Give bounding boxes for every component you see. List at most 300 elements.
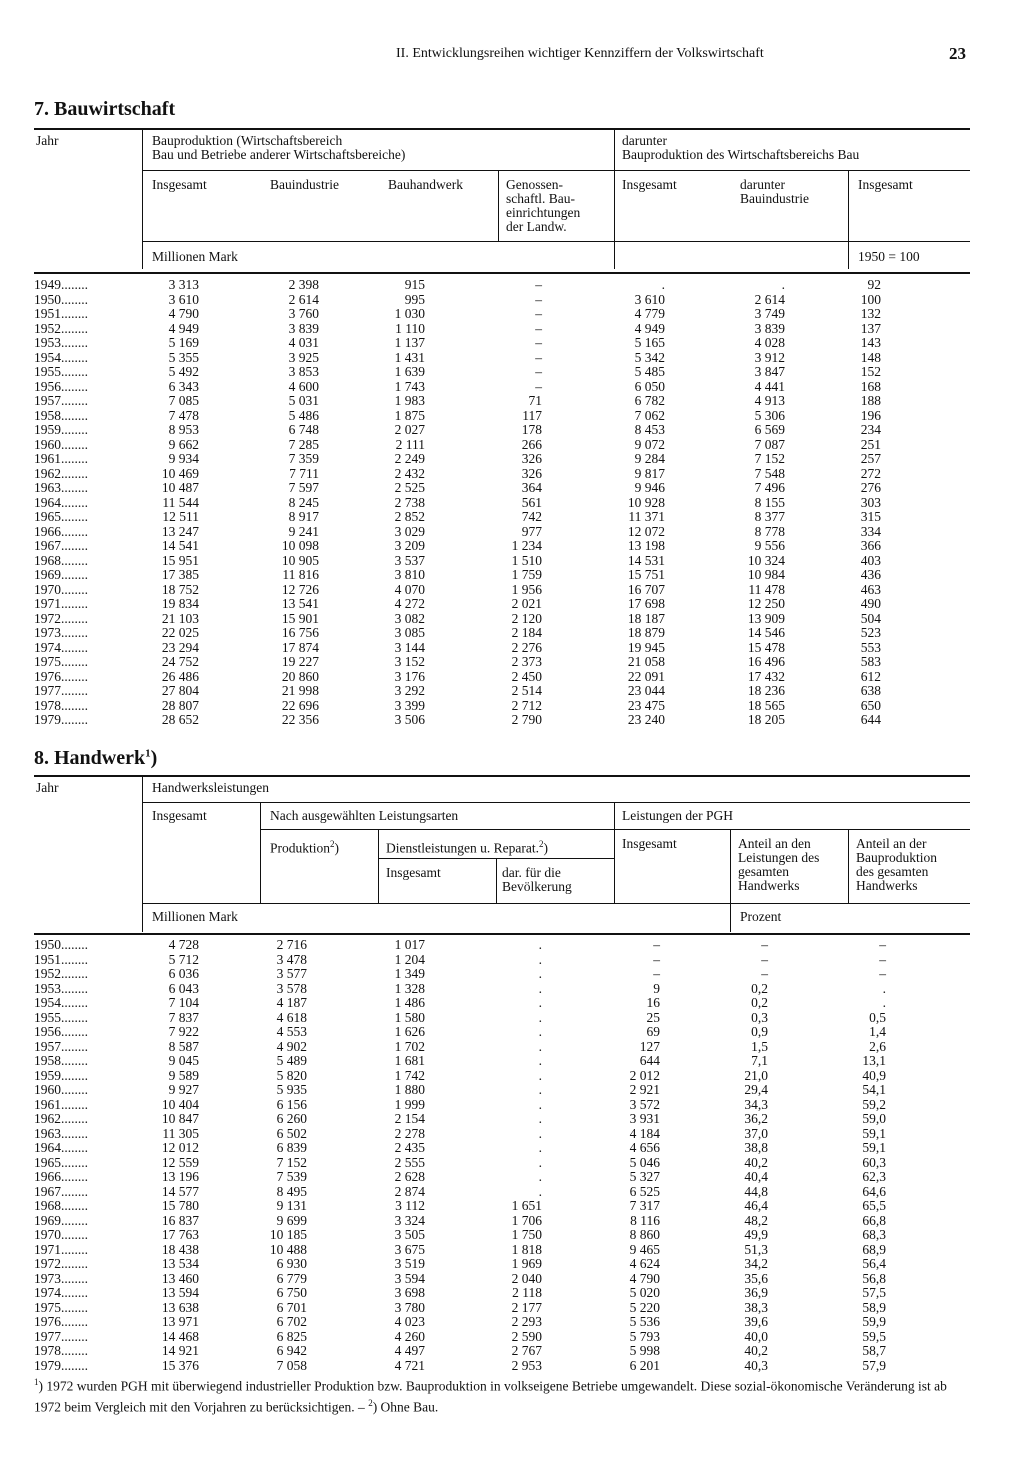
value-cell: 2 276 bbox=[511, 639, 542, 655]
col-header-darunter-2: Bauindustrie bbox=[740, 191, 809, 206]
value-cell: 1 110 bbox=[395, 320, 425, 336]
rule bbox=[34, 272, 970, 274]
value-cell: 6 750 bbox=[276, 1285, 307, 1300]
value-cell: 11 371 bbox=[628, 509, 665, 524]
value-cell: 2 852 bbox=[394, 509, 425, 524]
year-cell: 1963........ bbox=[34, 480, 88, 495]
year-cell: 1976........ bbox=[34, 1314, 88, 1329]
value-cell: 56,8 bbox=[862, 1270, 886, 1286]
rule bbox=[34, 775, 970, 777]
value-cell: 40,9 bbox=[862, 1067, 886, 1083]
value-cell: 2,6 bbox=[869, 1038, 886, 1054]
value-cell: 6 782 bbox=[634, 393, 665, 408]
value-cell: 3 313 bbox=[168, 277, 199, 292]
running-header: II. Entwicklungsreihen wichtiger Kennziffern der Volkswirtschaft bbox=[396, 46, 764, 61]
value-cell: 6 525 bbox=[629, 1183, 660, 1199]
year-cell: 1963........ bbox=[34, 1125, 88, 1141]
year-cell: 1949........ bbox=[34, 277, 88, 292]
value-cell: . bbox=[538, 1111, 542, 1126]
value-cell: – bbox=[535, 335, 542, 350]
section-title-text: 8. Handwerk bbox=[34, 747, 146, 769]
col-header-dl-insgesamt: Insgesamt bbox=[386, 865, 441, 880]
value-cell: 10 847 bbox=[161, 1111, 199, 1126]
year-cell: 1955........ bbox=[34, 364, 88, 379]
value-cell: 64,6 bbox=[862, 1183, 886, 1199]
value-cell: 7,1 bbox=[751, 1053, 768, 1068]
value-cell: 9 934 bbox=[168, 451, 199, 466]
value-cell: 4 260 bbox=[394, 1328, 425, 1344]
value-cell: 326 bbox=[521, 451, 542, 466]
value-cell: 9 241 bbox=[288, 523, 319, 539]
value-cell: 10 469 bbox=[161, 465, 199, 481]
value-cell: 69 bbox=[646, 1024, 660, 1039]
value-cell: – bbox=[761, 966, 768, 981]
value-cell: 1 706 bbox=[511, 1212, 542, 1228]
rule bbox=[34, 128, 970, 130]
value-cell: 2 555 bbox=[394, 1154, 425, 1170]
value-cell: 1 030 bbox=[394, 306, 425, 321]
value-cell: 463 bbox=[860, 581, 881, 597]
year-cell: 1961........ bbox=[34, 451, 88, 466]
value-cell: 8 917 bbox=[288, 509, 319, 524]
value-cell: 315 bbox=[860, 509, 881, 524]
value-cell: 334 bbox=[860, 523, 881, 539]
value-cell: 6 930 bbox=[276, 1256, 307, 1271]
value-cell: 8 155 bbox=[754, 494, 785, 510]
value-cell: 2 373 bbox=[511, 654, 542, 669]
year-cell: 1968........ bbox=[34, 1198, 88, 1213]
value-cell: 36,2 bbox=[744, 1111, 768, 1126]
value-cell: 60,3 bbox=[862, 1154, 886, 1170]
value-cell: 38,8 bbox=[744, 1140, 768, 1155]
value-cell: 28 807 bbox=[161, 697, 199, 713]
value-cell: 1 983 bbox=[394, 393, 425, 408]
rule bbox=[142, 170, 970, 171]
value-cell: 12 250 bbox=[747, 596, 785, 611]
value-cell: 14 577 bbox=[161, 1183, 199, 1199]
value-cell: 21 103 bbox=[161, 610, 199, 626]
unit-millionen-mark: Millionen Mark bbox=[152, 249, 238, 264]
value-cell: 13 541 bbox=[281, 596, 319, 611]
value-cell: 59,5 bbox=[862, 1328, 886, 1344]
value-cell: 5 793 bbox=[629, 1328, 660, 1344]
value-cell: 3 505 bbox=[394, 1227, 425, 1242]
year-cell: 1970........ bbox=[34, 1227, 88, 1242]
year-cell: 1955........ bbox=[34, 1009, 88, 1025]
value-cell: 18 752 bbox=[161, 581, 199, 597]
value-cell: 7 058 bbox=[276, 1357, 307, 1373]
value-cell: 16 707 bbox=[627, 581, 665, 597]
value-cell: 16 496 bbox=[747, 654, 785, 669]
value-cell: 17 874 bbox=[281, 639, 319, 655]
year-cell: 1950........ bbox=[34, 937, 88, 952]
value-cell: 4 949 bbox=[168, 320, 199, 336]
value-cell: . bbox=[538, 1024, 542, 1039]
value-cell: 7 539 bbox=[276, 1169, 307, 1184]
value-cell: 3 847 bbox=[754, 364, 785, 379]
value-cell: 257 bbox=[860, 451, 881, 466]
value-cell: 8 953 bbox=[168, 422, 199, 437]
value-cell: 8 587 bbox=[168, 1038, 199, 1054]
value-cell: 2 953 bbox=[511, 1357, 542, 1373]
year-cell: 1973........ bbox=[34, 625, 88, 640]
value-cell: 18 438 bbox=[161, 1241, 199, 1257]
value-cell: 10 487 bbox=[161, 480, 199, 495]
value-cell: 266 bbox=[521, 436, 542, 452]
value-cell: 1 328 bbox=[394, 980, 425, 996]
year-cell: 1975........ bbox=[34, 654, 88, 669]
value-cell: 59,9 bbox=[862, 1314, 886, 1329]
value-cell: 11 816 bbox=[282, 567, 319, 582]
value-cell: 2 450 bbox=[511, 668, 542, 684]
value-cell: 19 834 bbox=[161, 596, 199, 611]
footnotes bbox=[34, 1374, 974, 1415]
col-header-genossen-2: schaftl. Bau- bbox=[506, 191, 575, 206]
value-cell: 40,2 bbox=[744, 1343, 768, 1358]
value-cell: 5 220 bbox=[629, 1299, 660, 1315]
value-cell: – bbox=[535, 349, 542, 365]
value-cell: 59,1 bbox=[862, 1125, 886, 1141]
footnote-mark: 2 bbox=[538, 839, 544, 849]
value-cell: 276 bbox=[860, 480, 881, 495]
value-cell: 1 651 bbox=[511, 1198, 542, 1213]
value-cell: 2 040 bbox=[511, 1270, 542, 1286]
divider bbox=[260, 803, 261, 903]
col-header-anteil-leistungen-4: Handwerks bbox=[738, 878, 800, 893]
value-cell: 54,1 bbox=[862, 1082, 886, 1097]
value-cell: 5 536 bbox=[629, 1314, 660, 1329]
value-cell: – bbox=[535, 291, 542, 307]
value-cell: 22 091 bbox=[627, 668, 665, 684]
value-cell: 1 875 bbox=[394, 407, 425, 423]
value-cell: 2 614 bbox=[754, 291, 785, 307]
value-cell: 4 949 bbox=[634, 320, 665, 336]
value-cell: 7 104 bbox=[168, 995, 199, 1010]
value-cell: 9 284 bbox=[634, 451, 665, 466]
group-header-leistungsarten: Nach ausgewählten Leistungsarten bbox=[270, 808, 459, 823]
value-cell: . bbox=[538, 995, 542, 1010]
col-header-genossen: Genossen- bbox=[506, 177, 563, 192]
value-cell: 21 998 bbox=[281, 683, 319, 698]
value-cell: 7 062 bbox=[634, 407, 665, 423]
value-cell: 9 131 bbox=[276, 1198, 307, 1213]
value-cell: 6 043 bbox=[168, 980, 199, 996]
value-cell: 4 779 bbox=[634, 306, 665, 321]
year-cell: 1953........ bbox=[34, 335, 88, 350]
value-cell: 18 879 bbox=[627, 625, 665, 640]
value-cell: 14 546 bbox=[747, 625, 785, 640]
value-cell: 6 839 bbox=[276, 1140, 307, 1155]
value-cell: 1 742 bbox=[394, 1067, 425, 1083]
value-cell: 1 681 bbox=[394, 1053, 425, 1068]
value-cell: 9 927 bbox=[168, 1082, 199, 1097]
value-cell: 18 565 bbox=[747, 697, 785, 713]
year-cell: 1965........ bbox=[34, 509, 88, 524]
value-cell: 644 bbox=[860, 712, 881, 727]
value-cell: 4 656 bbox=[629, 1140, 660, 1155]
year-cell: 1966........ bbox=[34, 523, 88, 539]
value-cell: 5 998 bbox=[629, 1343, 660, 1358]
value-cell: 366 bbox=[860, 538, 881, 553]
value-cell: 4 790 bbox=[629, 1270, 660, 1286]
value-cell: 143 bbox=[860, 335, 881, 350]
value-cell: . bbox=[538, 1183, 542, 1199]
value-cell: 3 152 bbox=[394, 654, 425, 669]
footnote-mark: 1 bbox=[145, 747, 151, 760]
value-cell: 2 249 bbox=[394, 451, 425, 466]
value-cell: 25 bbox=[646, 1009, 660, 1025]
value-cell: 1 510 bbox=[511, 552, 542, 568]
value-cell: 1,5 bbox=[751, 1038, 768, 1054]
value-cell: 13 460 bbox=[161, 1270, 199, 1286]
value-cell: 8 860 bbox=[629, 1227, 660, 1242]
footnote-mark: 1 bbox=[34, 1377, 39, 1387]
value-cell: 7 597 bbox=[288, 480, 319, 495]
value-cell: 4 497 bbox=[394, 1343, 425, 1358]
value-cell: 10 984 bbox=[747, 567, 785, 582]
value-cell: 1 580 bbox=[394, 1009, 425, 1025]
rule bbox=[142, 802, 970, 803]
value-cell: 13 909 bbox=[747, 610, 785, 626]
value-cell: 644 bbox=[639, 1053, 660, 1068]
value-cell: 553 bbox=[860, 639, 881, 655]
value-cell: 148 bbox=[860, 349, 881, 365]
value-cell: 5 020 bbox=[629, 1285, 660, 1300]
value-cell: 3 925 bbox=[288, 349, 319, 365]
value-cell: 5 712 bbox=[168, 951, 199, 967]
value-cell: 68,3 bbox=[862, 1227, 886, 1242]
value-cell: 35,6 bbox=[744, 1270, 768, 1286]
year-cell: 1971........ bbox=[34, 1241, 88, 1257]
col-header-anteil-bau: Anteil an der bbox=[856, 836, 927, 851]
value-cell: 59,2 bbox=[862, 1096, 886, 1112]
value-cell: 13 638 bbox=[161, 1299, 199, 1315]
col-header-anteil-bau-3: des gesamten bbox=[856, 864, 929, 879]
col-header-dar-bevoelkerung: dar. für die bbox=[502, 865, 561, 880]
col-header-jahr: Jahr bbox=[36, 133, 59, 148]
year-cell: 1978........ bbox=[34, 1343, 88, 1358]
value-cell: 1 743 bbox=[394, 378, 425, 394]
value-cell: 18 187 bbox=[627, 610, 665, 626]
value-cell: 6 050 bbox=[634, 378, 665, 394]
value-cell: 0,3 bbox=[751, 1009, 768, 1025]
year-cell: 1977........ bbox=[34, 683, 88, 698]
col-header-insgesamt-3: Insgesamt bbox=[858, 177, 913, 192]
value-cell: 15 901 bbox=[281, 610, 319, 626]
footnote-2: ) Ohne Bau. bbox=[372, 1399, 439, 1414]
value-cell: 40,0 bbox=[744, 1328, 768, 1344]
value-cell: 4 441 bbox=[754, 378, 785, 394]
value-cell: 1 818 bbox=[511, 1241, 542, 1257]
value-cell: 13,1 bbox=[862, 1053, 886, 1068]
year-cell: 1958........ bbox=[34, 1053, 88, 1068]
value-cell: 7 317 bbox=[629, 1198, 660, 1213]
value-cell: 57,9 bbox=[862, 1357, 886, 1373]
value-cell: 10 928 bbox=[627, 494, 665, 510]
value-cell: 4 272 bbox=[394, 596, 425, 611]
value-cell: 7 152 bbox=[754, 451, 785, 466]
value-cell: 3 610 bbox=[634, 291, 665, 307]
year-cell: 1959........ bbox=[34, 1067, 88, 1083]
value-cell: 6 201 bbox=[629, 1357, 660, 1373]
col-header-insgesamt: Insgesamt bbox=[152, 808, 207, 823]
year-cell: 1954........ bbox=[34, 995, 88, 1010]
value-cell: 7 711 bbox=[289, 465, 319, 481]
value-cell: – bbox=[761, 951, 768, 967]
col-header-genossen-4: der Landw. bbox=[506, 219, 567, 234]
value-cell: 5 355 bbox=[168, 349, 199, 365]
value-cell: 5 485 bbox=[634, 364, 665, 379]
col-header-darunter: darunter bbox=[740, 177, 785, 192]
value-cell: 7 085 bbox=[168, 393, 199, 408]
value-cell: 26 486 bbox=[161, 668, 199, 684]
value-cell: . bbox=[538, 1140, 542, 1155]
value-cell: 1 880 bbox=[394, 1082, 425, 1097]
col-header-bauindustrie: Bauindustrie bbox=[270, 177, 339, 192]
unit-prozent: Prozent bbox=[740, 909, 782, 924]
value-cell: 34,2 bbox=[744, 1256, 768, 1271]
value-cell: 4 913 bbox=[754, 393, 785, 408]
value-cell: 5 169 bbox=[168, 335, 199, 350]
value-cell: 10 905 bbox=[281, 552, 319, 568]
value-cell: 2 716 bbox=[276, 937, 307, 952]
value-cell: 4 624 bbox=[629, 1256, 660, 1271]
value-cell: 3 292 bbox=[394, 683, 425, 698]
value-cell: . bbox=[882, 980, 886, 996]
value-cell: 12 726 bbox=[281, 581, 319, 597]
value-cell: 6 942 bbox=[276, 1343, 307, 1358]
year-cell: 1978........ bbox=[34, 697, 88, 713]
value-cell: 9 045 bbox=[168, 1053, 199, 1068]
year-cell: 1967........ bbox=[34, 538, 88, 553]
value-cell: 6 825 bbox=[276, 1328, 307, 1344]
divider bbox=[848, 171, 849, 269]
col-header-anteil-leistungen-2: Leistungen des bbox=[738, 850, 820, 865]
value-cell: 3 082 bbox=[394, 610, 425, 626]
value-cell: 51,3 bbox=[744, 1241, 768, 1257]
year-cell: 1969........ bbox=[34, 567, 88, 582]
value-cell: 1 999 bbox=[394, 1096, 425, 1112]
value-cell: 11 305 bbox=[162, 1125, 199, 1141]
value-cell: 1 431 bbox=[394, 349, 425, 365]
value-cell: – bbox=[761, 937, 768, 952]
value-cell: 234 bbox=[860, 422, 881, 437]
value-cell: 11 478 bbox=[748, 581, 785, 597]
value-cell: 0,5 bbox=[869, 1009, 886, 1025]
value-cell: . bbox=[781, 277, 785, 292]
value-cell: 11 544 bbox=[162, 494, 199, 510]
value-cell: 2 118 bbox=[512, 1285, 542, 1300]
value-cell: 303 bbox=[860, 494, 881, 510]
value-cell: 3 810 bbox=[394, 567, 425, 582]
section-title-handwerk bbox=[34, 747, 157, 770]
value-cell: 612 bbox=[860, 668, 881, 684]
value-cell: 2 154 bbox=[394, 1111, 425, 1126]
value-cell: 18 236 bbox=[747, 683, 785, 698]
group-header-handwerksleistungen: Handwerksleistungen bbox=[152, 780, 269, 795]
value-cell: . bbox=[538, 1169, 542, 1184]
value-cell: 22 356 bbox=[281, 712, 319, 727]
value-cell: 92 bbox=[867, 277, 881, 292]
value-cell: 37,0 bbox=[744, 1125, 768, 1141]
value-cell: 18 205 bbox=[747, 712, 785, 727]
value-cell: 6 702 bbox=[276, 1314, 307, 1329]
value-cell: 62,3 bbox=[862, 1169, 886, 1184]
divider bbox=[142, 129, 143, 269]
value-cell: 9 662 bbox=[168, 436, 199, 452]
value-cell: . bbox=[538, 1154, 542, 1170]
value-cell: 5 031 bbox=[288, 393, 319, 408]
value-cell: – bbox=[535, 364, 542, 379]
value-cell: 19 227 bbox=[281, 654, 319, 669]
value-cell: 3 399 bbox=[394, 697, 425, 713]
value-cell: 8 377 bbox=[754, 509, 785, 524]
year-cell: 1973........ bbox=[34, 1270, 88, 1286]
col-header-dar-bevoelkerung-2: Bevölkerung bbox=[502, 879, 572, 894]
value-cell: 10 098 bbox=[281, 538, 319, 553]
year-cell: 1954........ bbox=[34, 349, 88, 365]
value-cell: – bbox=[535, 378, 542, 394]
value-cell: – bbox=[879, 937, 886, 952]
rule bbox=[142, 241, 970, 242]
value-cell: 168 bbox=[860, 378, 881, 394]
value-cell: 23 294 bbox=[161, 639, 199, 655]
value-cell: 1 702 bbox=[394, 1038, 425, 1054]
value-cell: 21 058 bbox=[627, 654, 665, 669]
year-cell: 1953........ bbox=[34, 980, 88, 996]
value-cell: 2 712 bbox=[511, 697, 542, 713]
value-cell: 7 359 bbox=[288, 451, 319, 466]
year-cell: 1972........ bbox=[34, 1256, 88, 1271]
section-title-bauwirtschaft: 7. Bauwirtschaft bbox=[34, 98, 176, 120]
value-cell: 10 488 bbox=[269, 1241, 307, 1257]
value-cell: 58,9 bbox=[862, 1299, 886, 1315]
value-cell: 2 012 bbox=[629, 1067, 660, 1083]
value-cell: – bbox=[653, 951, 660, 967]
group-header-bauproduktion-2: Bau und Betriebe anderer Wirtschaftsbereiche) bbox=[152, 147, 406, 162]
value-cell: 100 bbox=[860, 291, 881, 307]
value-cell: 117 bbox=[522, 407, 542, 423]
value-cell: 650 bbox=[860, 697, 881, 713]
value-cell: 58,7 bbox=[862, 1343, 886, 1358]
value-cell: 1 349 bbox=[394, 966, 425, 981]
value-cell: . bbox=[538, 937, 542, 952]
value-cell: 0,9 bbox=[751, 1024, 768, 1039]
col-header-bauhandwerk: Bauhandwerk bbox=[388, 177, 463, 192]
value-cell: 188 bbox=[860, 393, 881, 408]
value-cell: 10 324 bbox=[747, 552, 785, 568]
group-header-bauproduktion: Bauproduktion (Wirtschaftsbereich bbox=[152, 133, 343, 148]
year-cell: 1974........ bbox=[34, 639, 88, 655]
value-cell: 3 839 bbox=[754, 320, 785, 336]
value-cell: 3 610 bbox=[168, 291, 199, 307]
value-cell: 8 453 bbox=[634, 422, 665, 437]
value-cell: – bbox=[535, 306, 542, 321]
value-cell: 40,2 bbox=[744, 1154, 768, 1170]
value-cell: 5 342 bbox=[634, 349, 665, 365]
value-cell: 5 486 bbox=[288, 407, 319, 423]
year-cell: 1969........ bbox=[34, 1212, 88, 1228]
value-cell: . bbox=[538, 1096, 542, 1112]
year-cell: 1976........ bbox=[34, 668, 88, 684]
value-cell: 196 bbox=[860, 407, 881, 423]
value-cell: 23 475 bbox=[627, 697, 665, 713]
divider bbox=[848, 830, 849, 903]
value-cell: 5 489 bbox=[276, 1053, 307, 1068]
value-cell: 1 750 bbox=[511, 1227, 542, 1242]
value-cell: 27 804 bbox=[161, 683, 199, 698]
value-cell: . bbox=[882, 995, 886, 1010]
